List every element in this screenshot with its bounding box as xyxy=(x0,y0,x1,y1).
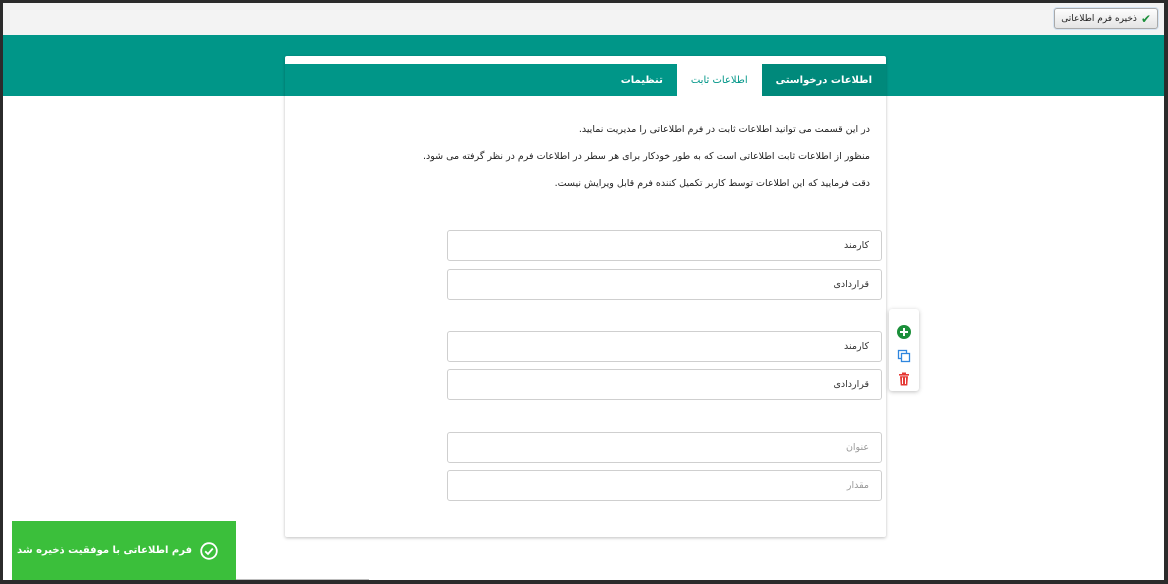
tab-requested-info[interactable]: اطلاعات درخواستی xyxy=(762,64,886,96)
value-field[interactable] xyxy=(447,369,882,400)
title-field[interactable] xyxy=(447,331,882,362)
save-form-button[interactable] xyxy=(1054,8,1158,29)
add-icon[interactable] xyxy=(896,324,912,340)
tab-fixed-info[interactable]: اطلاعات ثابت xyxy=(677,64,762,96)
save-form-label: ذخیره فرم اطلاعاتی xyxy=(1061,13,1137,24)
description-line: منظور از اطلاعات ثابت اطلاعاتی است که به طور خودکار برای هر سطر در اطلاعات فرم در نظر گرفته می شود. xyxy=(422,151,870,162)
top-toolbar xyxy=(3,3,1164,35)
check-circle-icon xyxy=(200,542,218,560)
value-field[interactable] xyxy=(447,269,882,300)
form-card xyxy=(285,56,886,537)
tab-bar xyxy=(285,64,886,96)
value-field[interactable] xyxy=(447,470,882,501)
divider xyxy=(236,579,369,580)
success-toast xyxy=(12,521,236,580)
toast-message: فرم اطلاعاتی با موفقیت ذخیره شد xyxy=(17,545,192,556)
delete-icon[interactable] xyxy=(896,371,912,387)
tab-settings[interactable]: تنظیمات xyxy=(620,74,663,86)
description xyxy=(310,124,870,205)
copy-icon[interactable] xyxy=(896,348,912,364)
description-line: در این قسمت می توانید اطلاعات ثابت در فرم اطلاعاتی را مدیریت نمایید. xyxy=(578,124,870,135)
row-toolbox xyxy=(889,309,919,391)
title-field[interactable] xyxy=(447,230,882,261)
app-window xyxy=(3,3,1164,580)
check-icon: ✔ xyxy=(1140,11,1151,26)
title-field[interactable] xyxy=(447,432,882,463)
description-line: دقت فرمایید که این اطلاعات توسط کاربر تکمیل کننده فرم قابل ویرایش نیست. xyxy=(554,178,870,189)
